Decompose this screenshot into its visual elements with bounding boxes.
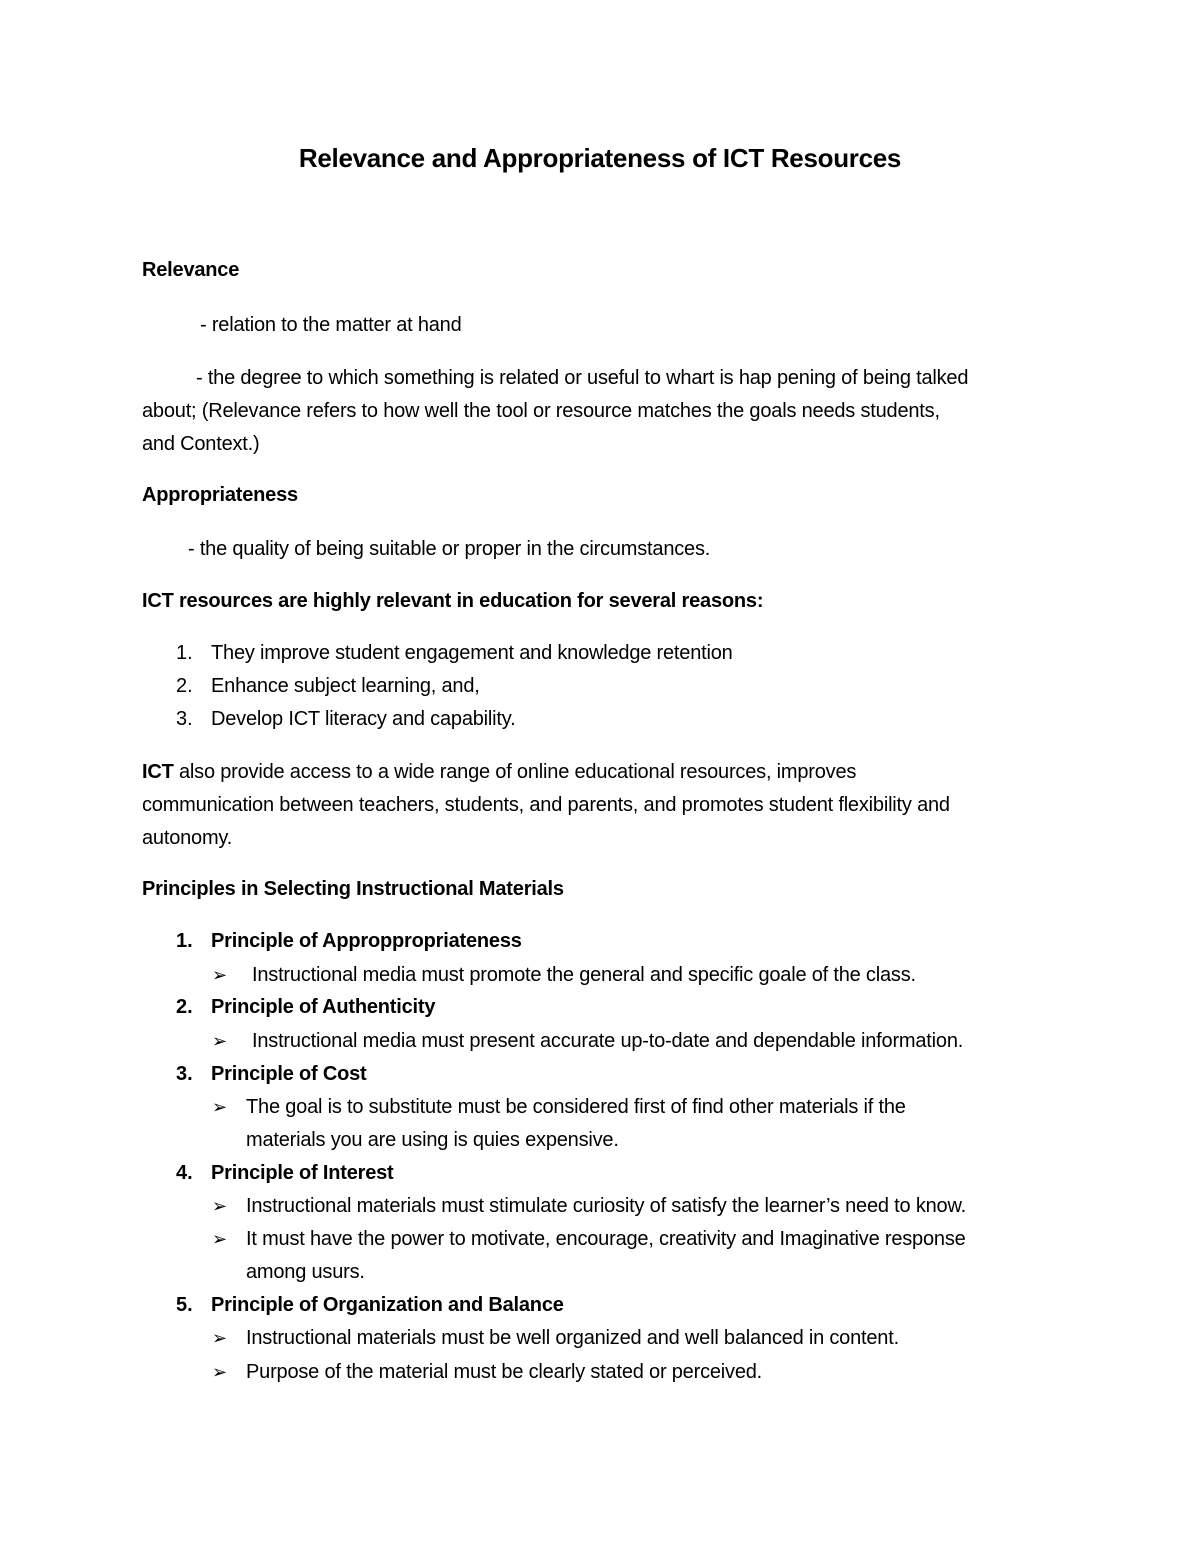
arrow-bullet-icon: ➢: [212, 965, 228, 985]
principle-bullet-text: Instructional materials must be well organized and well balanced in content.: [246, 1327, 899, 1349]
principle-bullet-text: It must have the power to motivate, encourage, creativity and Imaginative response: [246, 1228, 966, 1250]
reason-item: Enhance subject learning, and,: [211, 675, 480, 697]
principle-number: 3.: [176, 1063, 193, 1085]
arrow-bullet-icon: ➢: [212, 1196, 228, 1216]
ict-paragraph-line-3: autonomy.: [142, 827, 233, 849]
principle-bullet-text-continued: among usurs.: [246, 1261, 365, 1283]
reason-item: Develop ICT literacy and capability.: [211, 708, 516, 730]
reason-number: 2.: [176, 675, 193, 697]
reason-number: 3.: [176, 708, 193, 730]
document-title: Relevance and Appropriateness of ICT Resources: [298, 143, 902, 173]
arrow-bullet-icon: ➢: [212, 1229, 228, 1249]
principle-title: Principle of Organization and Balance: [211, 1294, 564, 1316]
ict-line-1-text: also provide access to a wide range of online educational resources, improves: [173, 761, 857, 783]
principle-bullet-text: Instructional media must promote the general and specific goale of the class.: [252, 964, 916, 986]
arrow-bullet-icon: ➢: [212, 1031, 228, 1051]
principle-number: 4.: [176, 1162, 193, 1184]
relevance-definition-2-line-2: about; (Relevance refers to how well the tool or resource matches the goals needs students,: [142, 400, 940, 422]
relevance-definition-1: - relation to the matter at hand: [200, 314, 462, 336]
principle-title: Principle of Cost: [211, 1063, 367, 1085]
reasons-heading: ICT resources are highly relevant in education for several reasons:: [142, 590, 764, 612]
ict-lead: ICT: [142, 761, 174, 783]
principle-bullet-text: Instructional materials must stimulate curiosity of satisfy the learner’s need to know.: [246, 1195, 966, 1217]
appropriateness-definition: - the quality of being suitable or proper in the circumstances.: [188, 538, 711, 560]
principle-bullet-text: The goal is to substitute must be considered first of find other materials if the: [246, 1096, 906, 1118]
principle-title: Principle of Approppropriateness: [211, 930, 522, 952]
principles-heading: Principles in Selecting Instructional Materials: [142, 878, 564, 900]
relevance-definition-2-line-1: - the degree to which something is related or useful to whart is hap pening of being talked: [196, 367, 969, 389]
arrow-bullet-icon: ➢: [212, 1328, 228, 1348]
relevance-definition-2-line-3: and Context.): [142, 433, 260, 455]
principle-bullet-text: Instructional media must present accurate up-to-date and dependable information.: [252, 1030, 964, 1052]
relevance-heading: Relevance: [142, 259, 240, 281]
arrow-bullet-icon: ➢: [212, 1362, 228, 1382]
principle-number: 1.: [176, 930, 193, 952]
reason-item: They improve student engagement and knowledge retention: [211, 642, 733, 664]
principle-bullet-text: Purpose of the material must be clearly stated or perceived.: [246, 1361, 763, 1383]
principle-title: Principle of Authenticity: [211, 996, 436, 1018]
principle-bullet-text-continued: materials you are using is quies expensive.: [246, 1129, 619, 1151]
principle-number: 5.: [176, 1294, 193, 1316]
arrow-bullet-icon: ➢: [212, 1097, 228, 1117]
principle-number: 2.: [176, 996, 193, 1018]
appropriateness-heading: Appropriateness: [142, 484, 298, 506]
ict-paragraph-line-1: [142, 756, 856, 789]
principle-title: Principle of Interest: [211, 1162, 394, 1184]
reason-number: 1.: [176, 642, 193, 664]
ict-paragraph-line-2: communication between teachers, students, and parents, and promotes student flexibility and: [142, 794, 950, 816]
